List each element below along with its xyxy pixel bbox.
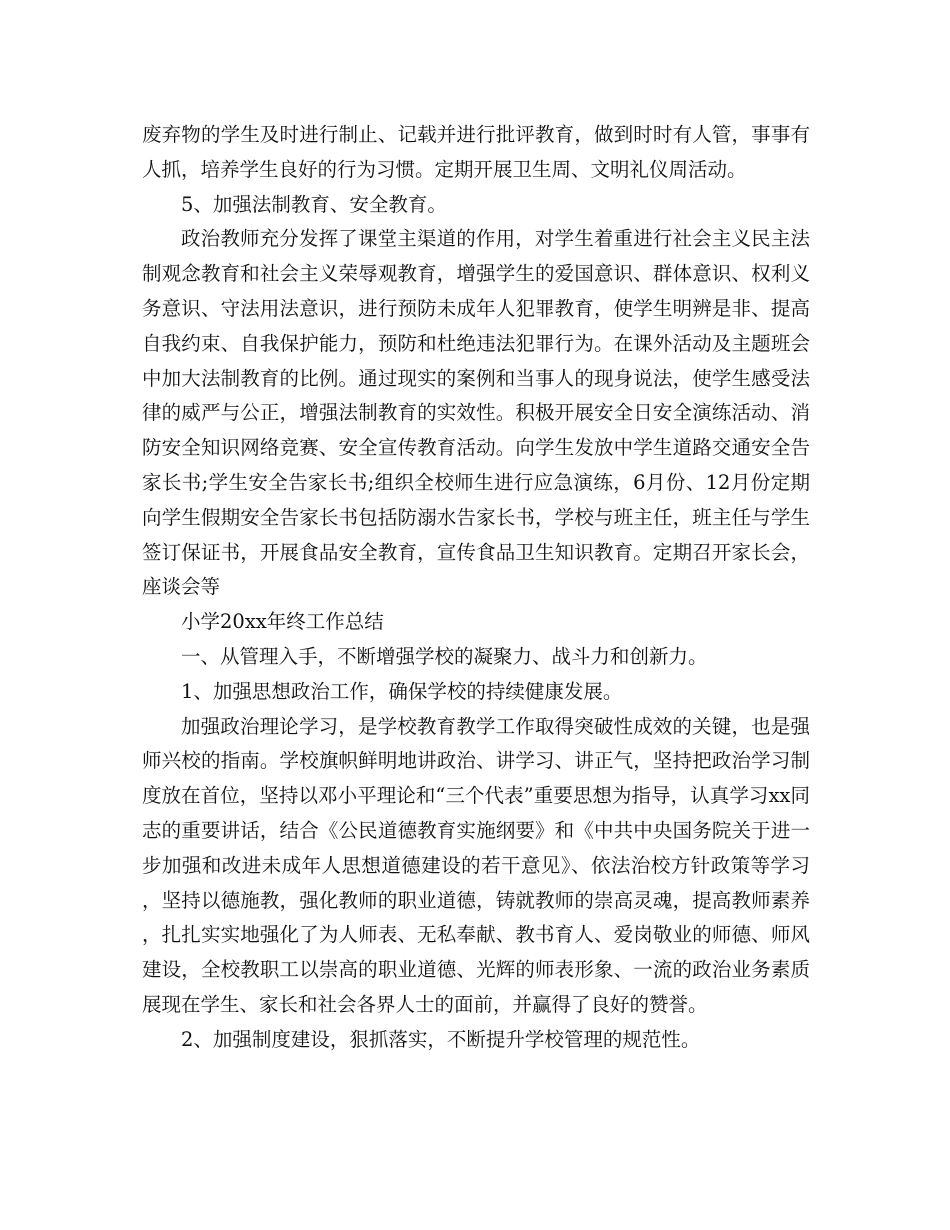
paragraph-hygiene-continuation: 废弃物的学生及时进行制止、记载并进行批评教育，做到时时有人管，事事有人抓，培养学生良好的行为习惯。定期开展卫生周、文明礼仪周活动。 xyxy=(142,123,810,181)
document-body xyxy=(142,118,810,1058)
section-title-annual-summary: 小学20xx年终工作总结 xyxy=(181,610,384,634)
paragraph-political-theory-study: 加强政治理论学习，是学校教育教学工作取得突破性成效的关键，也是强师兴校的指南。学校旗帜鲜明地讲政治、讲学习、讲正气，坚持把政治学习制度放在首位，坚持以邓小平理论和“三个代表”重要思想为指导，认真学习xx同志的重要讲话，结合《公民道德教育实施纲要》和《中共中央国务院关于进一步加强和改进未成年人思想道德建设的若干意见》、依法治校方针政策等学习，坚持以德施教，强化教师的职业道德，铸就教师的崇高灵魂，提高教师素养，扎扎实实地强化了为人师表、无私奉献、教书育人、爱岗敬业的师德、师风建设，全校教职工以崇高的职业道德、光辉的师表形象、一流的政治业务素质展现在学生、家长和社会各界人士的面前，并赢得了良好的赞誉。 xyxy=(142,714,810,1016)
heading-political-work: 1、加强思想政治工作，确保学校的持续健康发展。 xyxy=(181,679,623,703)
heading-system-building: 2、加强制度建设，狠抓落实，不断提升学校管理的规范性。 xyxy=(181,1027,701,1051)
heading-management: 一、从管理入手，不断增强学校的凝聚力、战斗力和创新力。 xyxy=(181,644,708,668)
paragraph-legal-safety-details: 政治教师充分发挥了课堂主渠道的作用，对学生着重进行社会主义民主法制观念教育和社会主义荣辱观教育，增强学生的爱国意识、群体意识、权利义务意识、守法用法意识，进行预防未成年人犯罪教育，使学生明辨是非、提高自我约束、自我保护能力，预防和杜绝违法犯罪行为。在课外活动及主题班会中加大法制教育的比例。通过现实的案例和当事人的现身说法，使学生感受法律的威严与公正，增强法制教育的实效性。积极开展安全日安全演练活动、消防安全知识网络竞赛、安全宣传教育活动。向学生发放中学生道路交通安全告家长书;学生安全告家长书;组织全校师生进行应急演练，6月份、12月份定期向学生假期安全告家长书包括防溺水告家长书，学校与班主任，班主任与学生签订保证书，开展食品安全教育，宣传食品卫生知识教育。定期召开家长会，座谈会等 xyxy=(142,227,810,599)
heading-legal-safety-education: 5、加强法制教育、安全教育。 xyxy=(181,192,447,216)
